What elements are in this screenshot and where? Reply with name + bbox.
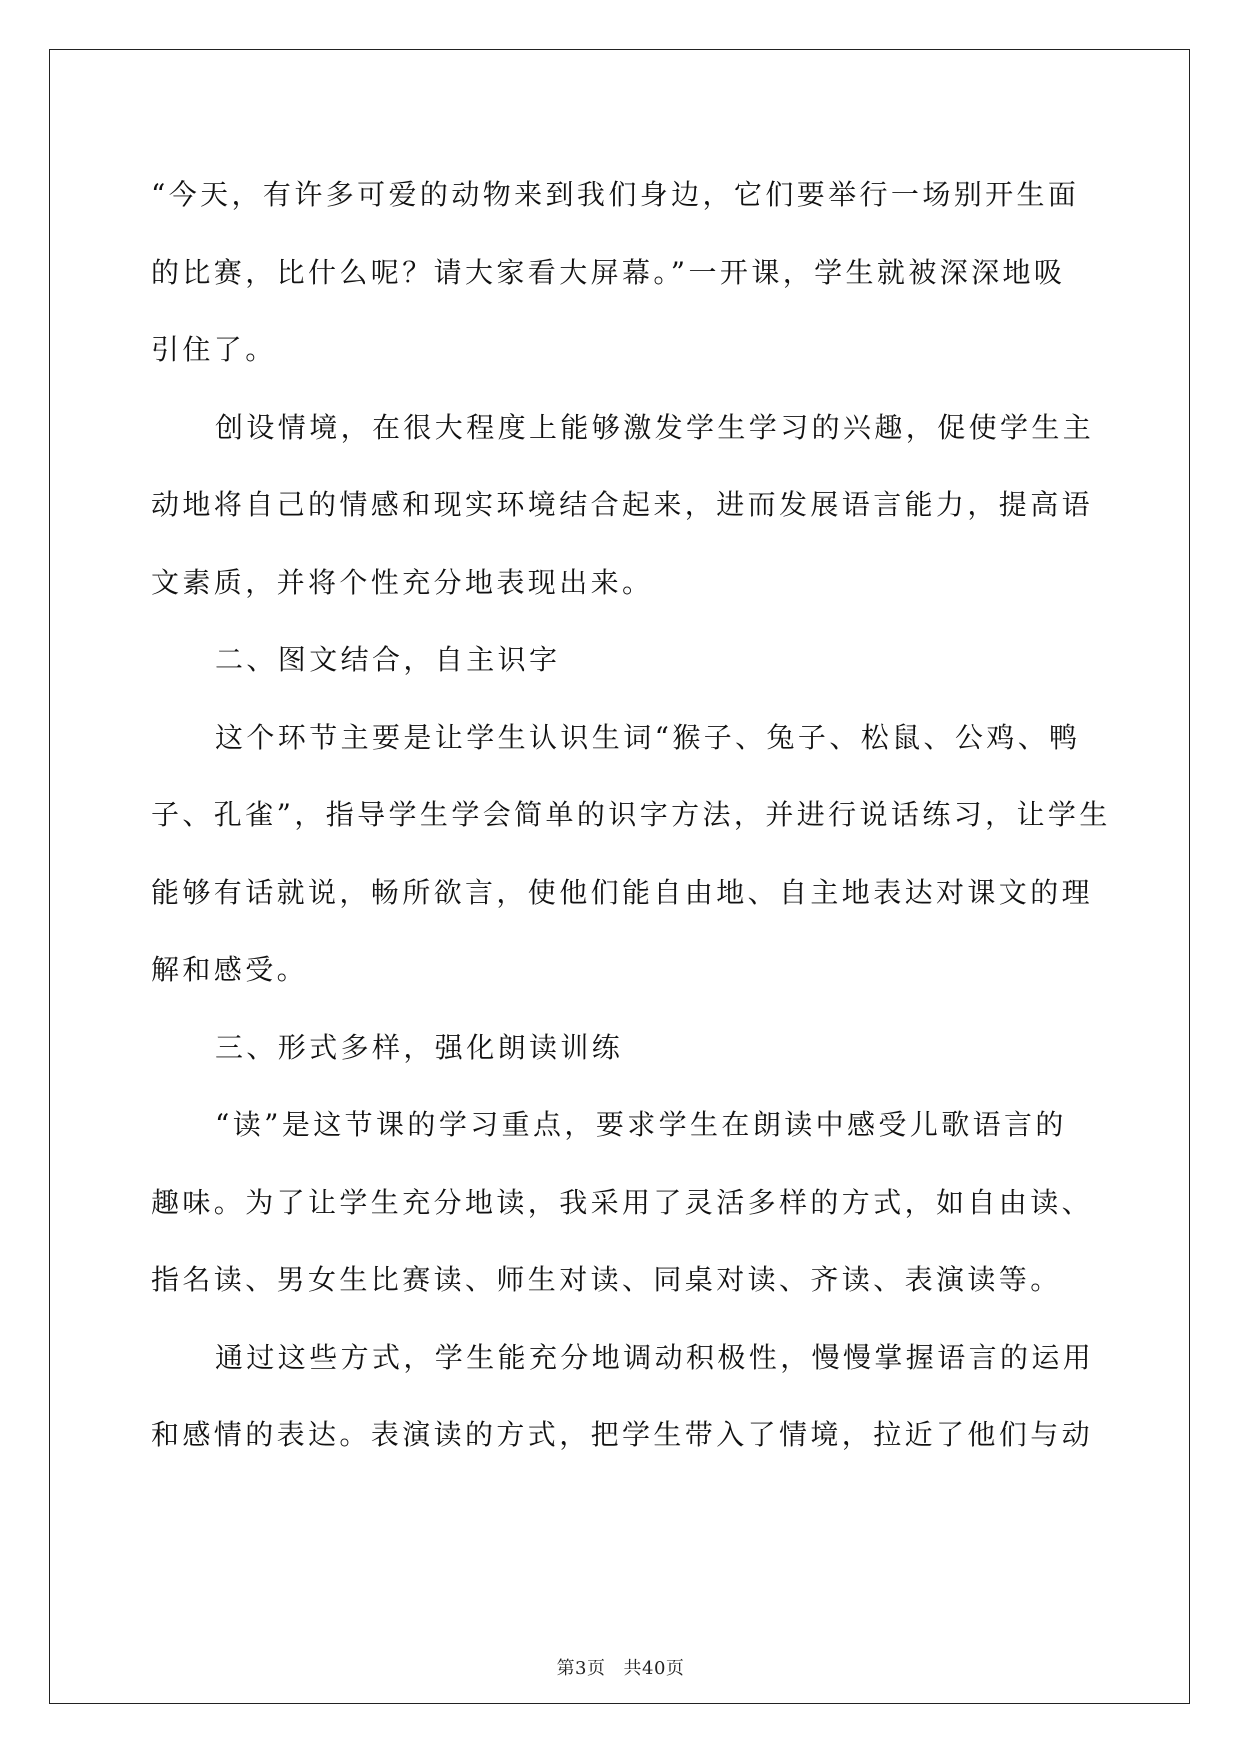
text-line: “今天，有许多可爱的动物来到我们身边，它们要举行一场别开生面 (151, 178, 1080, 211)
text-line: 通过这些方式，学生能充分地调动积极性，慢慢掌握语言的运用 (215, 1340, 1095, 1374)
text-line: 这个环节主要是让学生认识生词“猴子、兔子、松鼠、公鸡、鸭 (215, 720, 1081, 754)
paragraph-methods-effect (151, 1319, 1095, 1474)
text-line: 动地将自己的情感和现实环境结合起来，进而发展语言能力，提高语 (151, 488, 1094, 521)
document-body (151, 156, 1111, 1474)
text-line: “读”是这节课的学习重点，要求学生在朗读中感受儿歌语言的 (215, 1108, 1067, 1141)
text-line: 和感情的表达。表演读的方式，把学生带入了情境，拉近了他们与动 (151, 1418, 1094, 1451)
section-heading-3 (151, 1009, 1091, 1087)
page-number: 第3页 (556, 1658, 606, 1679)
text-line: 能够有话就说，畅所欲言，使他们能自由地、自主地表达对课文的理 (151, 875, 1094, 909)
page-total: 共40页 (623, 1658, 685, 1679)
text-line: 的比赛，比什么呢？请大家看大屏幕。”一开课，学生就被深深地吸 (151, 255, 1066, 289)
paragraph-create-situation (151, 389, 1095, 622)
paragraph-intro-quote (151, 156, 1091, 389)
text-line: 二、图文结合，自主识字 (215, 643, 561, 676)
text-line: 文素质，并将个性充分地表现出来。 (151, 565, 654, 599)
paragraph-reading-focus (151, 1086, 1094, 1319)
paragraph-word-recognition (151, 699, 1111, 1009)
text-line: 创设情境，在很大程度上能够激发学生学习的兴趣，促使学生主 (215, 410, 1095, 444)
text-line: 三、形式多样，强化朗读训练 (215, 1030, 624, 1064)
text-line: 解和感受。 (151, 953, 309, 986)
section-heading-2 (151, 621, 1091, 699)
text-line: 趣味。为了让学生充分地读，我采用了灵活多样的方式，如自由读、 (151, 1185, 1094, 1219)
page-footer (0, 1654, 1241, 1680)
text-line: 指名读、男女生比赛读、师生对读、同桌对读、齐读、表演读等。 (151, 1263, 1062, 1296)
text-line: 子、孔雀”，指导学生学会简单的识字方法，并进行说话练习，让学生 (151, 798, 1111, 831)
text-line: 引住了。 (151, 333, 277, 366)
